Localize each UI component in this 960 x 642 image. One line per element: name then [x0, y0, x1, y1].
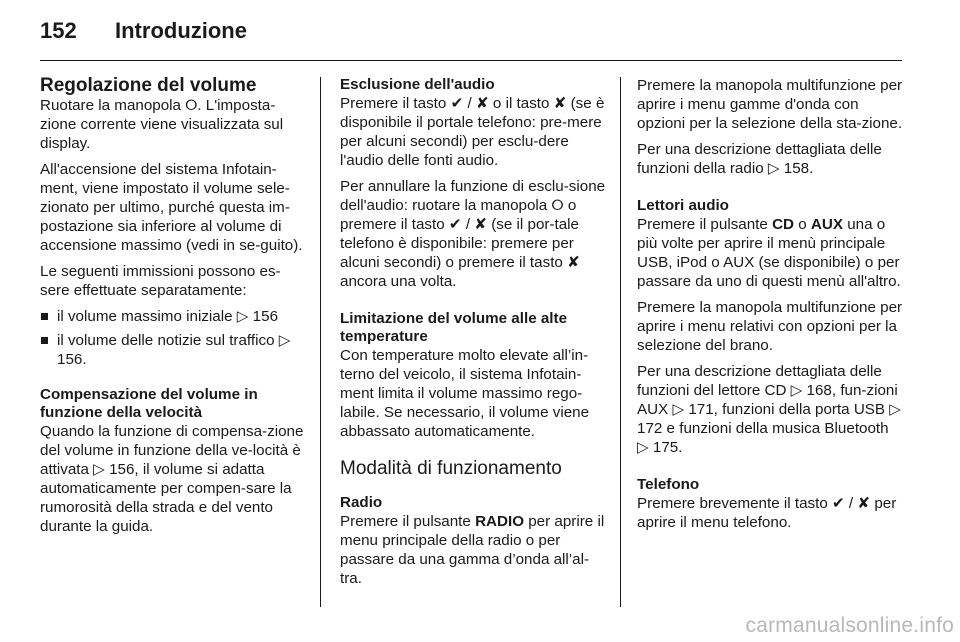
list-item — [40, 307, 306, 326]
section-title: Introduzione — [115, 18, 247, 43]
radio-key-label: RADIO — [475, 513, 525, 530]
aux-key-label: AUX — [810, 216, 843, 233]
column-divider-2 — [620, 77, 621, 607]
volume-paragraph-2: All'accensione del sistema Infotain-ment, viene impostato il volume sele-zionato per ultimo, purché questa im-postazione sia inferiore al volume di accensione massimo (vedi in se-guito). — [40, 161, 303, 254]
page-header — [40, 18, 904, 58]
page-number: 152 — [40, 18, 77, 43]
audio-players-paragraph-2: Premere la manopola multifunzione per aprire i menu relativi con opzioni per la selezione del brano. — [637, 299, 903, 354]
radio-paragraph: Premere il pulsante RADIO per aprire il menu principale della radio o per passare da una gamma d’onda all’al-tra. — [340, 513, 605, 587]
list-item-text: il volume massimo iniziale ▷ 156 — [57, 308, 279, 325]
radio-heading: Radio — [340, 494, 383, 511]
mute-heading: Esclusione dell'audio — [340, 76, 495, 93]
modes-heading: Modalità di funzionamento — [340, 458, 562, 479]
radio-reference-paragraph: Per una descrizione dettagliata delle funzioni della radio ▷ 158. — [637, 141, 882, 177]
phone-paragraph: Premere brevemente il tasto ✔ / ✘ per aprire il menu telefono. — [637, 495, 897, 531]
list-item-text: il volume delle notizie sul traffico ▷ 156. — [57, 332, 291, 368]
radio-menu-paragraph: Premere la manopola multifunzione per aprire i menu gamme d'onda con opzioni per la selezione della sta-zione. — [637, 77, 903, 132]
bullet-square-icon — [41, 337, 48, 344]
audio-players-heading: Lettori audio — [637, 197, 729, 214]
column-right — [637, 76, 903, 539]
mute-paragraph-1: Premere il tasto ✔ / ✘ o il tasto ✘ (se è disponibile il portale telefono: pre-mere per alcuni secondi) per esclu-dere l'audio delle fonti audio. — [340, 95, 605, 169]
bullet-square-icon — [41, 313, 48, 320]
speed-compensation-heading: Compensazione del volume in funzione della velocità — [40, 386, 258, 421]
speed-compensation-paragraph: Quando la funzione di compensa-zione del volume in funzione della ve-locità è attivata ▷ 156, il volume si adatta automaticamente per compen-sare la rumorosità della strada e del vento durante la guida. — [40, 423, 304, 535]
header-divider — [40, 60, 902, 61]
temperature-heading: Limitazione del volume alle alte temperature — [340, 310, 568, 345]
temperature-paragraph: Con temperature molto elevate all’in-terno del veicolo, il sistema Infotain-ment limita il volume massimo rego-labile. Se necessario, il volume viene abbassato automaticamente. — [340, 347, 590, 440]
volume-paragraph-1: Ruotare la manopola ⭘. L'imposta-zione corrente viene visualizzata sul display. — [40, 97, 284, 152]
watermark: carmanualsonline.info — [745, 614, 954, 637]
volume-heading: Regolazione del volume — [40, 75, 257, 96]
mute-paragraph-2: Per annullare la funzione di esclu-sione dell'audio: ruotare la manopola ⭘ o premere il tasto ✔ / ✘ (se il por-tale telefono è disponibile: premere per alcuni secondi) o premere il tasto ✘ ancora una volta. — [340, 178, 606, 290]
audio-players-paragraph-1: Premere il pulsante CD o AUX una o più volte per aprire il menù principale USB, iPod o AUX (se disponibile) o per passare da uno di questi menù all'altro. — [637, 216, 901, 290]
cd-key-label: CD — [772, 216, 795, 233]
column-divider-1 — [320, 77, 321, 607]
column-left — [40, 76, 306, 543]
list-item — [40, 331, 306, 369]
column-middle — [340, 76, 606, 595]
audio-players-paragraph-3: Per una descrizione dettagliata delle funzioni del lettore CD ▷ 168, fun-zioni AUX ▷ 171, funzioni della porta USB ▷ 172 e funzioni della musica Bluetooth ▷ 175. — [637, 363, 901, 456]
phone-heading: Telefono — [637, 476, 700, 493]
volume-paragraph-3: Le seguenti immissioni possono es-sere effettuate separatamente: — [40, 263, 281, 299]
